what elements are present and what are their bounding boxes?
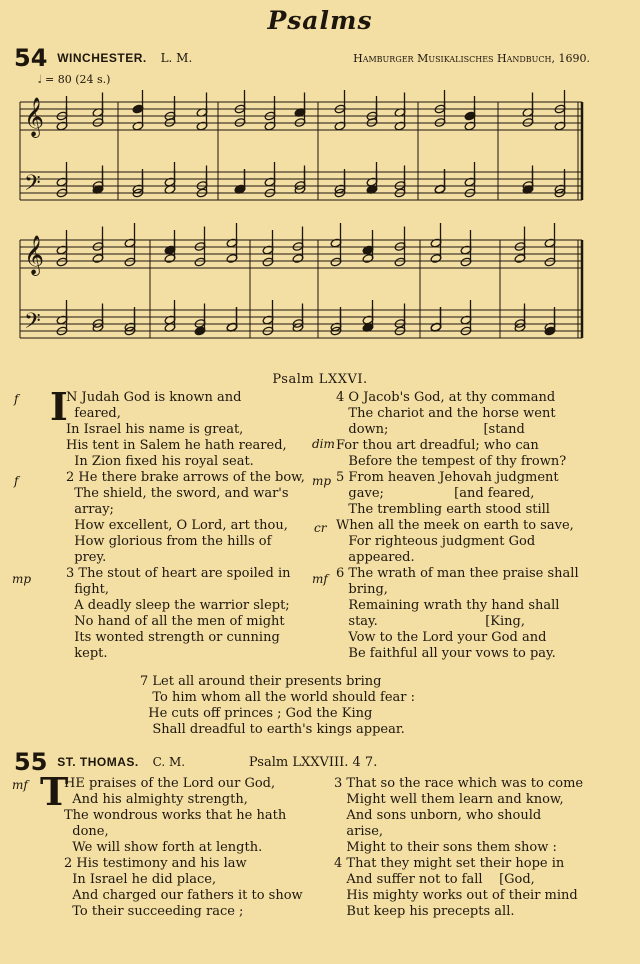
verse-line: gave; [and feared, <box>336 486 535 501</box>
dynamic-mark: mp <box>312 474 332 488</box>
verse-line: His tent in Salem he hath reared, <box>66 438 287 453</box>
verse-line: For thou art dreadful; who can <box>336 438 539 453</box>
verse-line: Shall dreadful to earth's kings appear. <box>140 722 405 737</box>
psalm-76-left-column <box>66 390 305 662</box>
page-title: Psalms <box>267 6 373 35</box>
verse-line: To him whom all the world should fear : <box>140 690 416 705</box>
verse-line: prey. <box>66 550 107 565</box>
hymn-54-header <box>14 44 590 72</box>
verse-line: For righteous judgment God <box>336 534 536 549</box>
verse-line: array; <box>66 502 114 517</box>
verse-line: To their succeeding race ; <box>64 904 244 919</box>
verse-line: In Zion fixed his royal seat. <box>66 454 254 469</box>
verse-line: We will show forth at length. <box>64 840 263 855</box>
verse-line: Might to their sons them show : <box>334 840 557 855</box>
psalm-78-right-column <box>334 776 583 920</box>
verse-line: feared, <box>66 406 121 421</box>
verse-line: 2 He there brake arrows of the bow, <box>66 470 305 485</box>
tune-name: WINCHESTER. <box>57 51 147 65</box>
psalm-reference: Psalm LXXVIII. 4 7. <box>248 755 378 770</box>
verse-line: Before the tempest of thy frown? <box>336 454 567 469</box>
verse-line: fight, <box>66 582 109 597</box>
staff-treble-2 <box>20 240 582 268</box>
verse-line: kept. <box>66 646 108 661</box>
verse-line: How glorious from the hills of <box>66 534 272 549</box>
dynamic-mark: mp <box>12 572 32 586</box>
psalm-76-right-column <box>336 390 579 662</box>
verse-line: 5 From heaven Jehovah judgment <box>336 470 559 485</box>
verse-line: But keep his precepts all. <box>334 904 515 919</box>
tune-name: ST. THOMAS. <box>57 755 139 769</box>
tempo-marking: 𝅗𝅥 = 80 (24 s.) <box>38 73 111 86</box>
drop-cap: T <box>40 769 69 814</box>
verse-line: The wondrous works that he hath <box>64 808 287 823</box>
verse-line: 3 That so the race which was to come <box>334 776 584 791</box>
meter: C. M. <box>152 755 186 769</box>
verse-line: appeared. <box>336 550 415 565</box>
treble-clef-icon: 𝄞 <box>24 97 45 137</box>
verse-line: The trembling earth stood still <box>336 502 550 517</box>
verse-line: Remaining wrath thy hand shall <box>336 598 560 613</box>
verse-line: Be faithful all your vows to pay. <box>336 646 556 661</box>
meter: L. M. <box>160 51 193 65</box>
verse-line: 4 That they might set their hope in <box>334 856 565 871</box>
dynamic-mark: f <box>14 392 19 406</box>
verse-line: And sons unborn, who should <box>334 808 542 823</box>
verse-line: N Judah God is known and <box>66 390 242 405</box>
verse-line: When all the meek on earth to save, <box>336 518 574 533</box>
verse-line: Its wonted strength or cunning <box>66 630 280 645</box>
verse-line: How excellent, O Lord, art thou, <box>66 518 288 533</box>
dynamic-mark: mf <box>12 778 28 792</box>
verse-line: 2 His testimony and his law <box>64 856 247 871</box>
verse-line: Vow to the Lord your God and <box>336 630 547 645</box>
verse-line: No hand of all the men of might <box>66 614 285 629</box>
music-score <box>0 90 640 360</box>
drop-cap: I <box>50 384 68 429</box>
dynamic-mark: cr <box>314 521 327 535</box>
verse-line: And charged our fathers it to show <box>64 888 303 903</box>
dynamic-mark: f <box>14 474 19 488</box>
verse-line: HE praises of the Lord our God, <box>64 776 276 791</box>
verse-line: 6 The wrath of man thee praise shall <box>336 566 579 581</box>
verse-line: 3 The stout of heart are spoiled in <box>66 566 291 581</box>
verse-line: 4 O Jacob's God, at thy command <box>336 390 556 405</box>
treble-clef-icon: 𝄞 <box>24 235 45 275</box>
verse-line: And suffer not to fall [God, <box>334 872 535 887</box>
dynamic-mark: dim <box>312 437 335 451</box>
verse-line: He cuts off princes ; God the King <box>140 706 373 721</box>
verse-line: done, <box>64 824 109 839</box>
hymn-55-header <box>14 748 590 776</box>
verse-line: 7 Let all around their presents bring <box>140 674 382 689</box>
verse-line: The shield, the sword, and war's <box>66 486 289 501</box>
verse-line: In Israel he did place, <box>64 872 217 887</box>
hymn-number: 54 <box>14 44 48 72</box>
tune-source: Hamburger Musikalisches Handbuch, 1690. <box>353 52 590 65</box>
verse-line: arise, <box>334 824 384 839</box>
dynamic-mark: mf <box>312 572 328 586</box>
verse-line: The chariot and the horse went <box>336 406 556 421</box>
verse-line: bring, <box>336 582 388 597</box>
hymn-number: 55 <box>14 748 48 776</box>
verse-line: stay. [King, <box>336 614 526 629</box>
verse-line: In Israel his name is great, <box>66 422 244 437</box>
psalm-76-final-verse <box>140 674 415 738</box>
psalm-heading-76: Psalm LXXVI. <box>272 372 368 387</box>
half-note-icon: 𝅗𝅥 <box>38 73 42 86</box>
bass-clef-icon: 𝄢 <box>24 171 41 201</box>
verse-line: A deadly sleep the warrior slept; <box>66 598 290 613</box>
bass-clef-icon: 𝄢 <box>24 309 41 339</box>
verse-line: Might well them learn and know, <box>334 792 564 807</box>
verse-line: His mighty works out of their mind <box>334 888 578 903</box>
psalm-78-left-column <box>64 776 303 920</box>
verse-line: And his almighty strength, <box>64 792 248 807</box>
verse-line: down; [stand <box>336 422 525 437</box>
